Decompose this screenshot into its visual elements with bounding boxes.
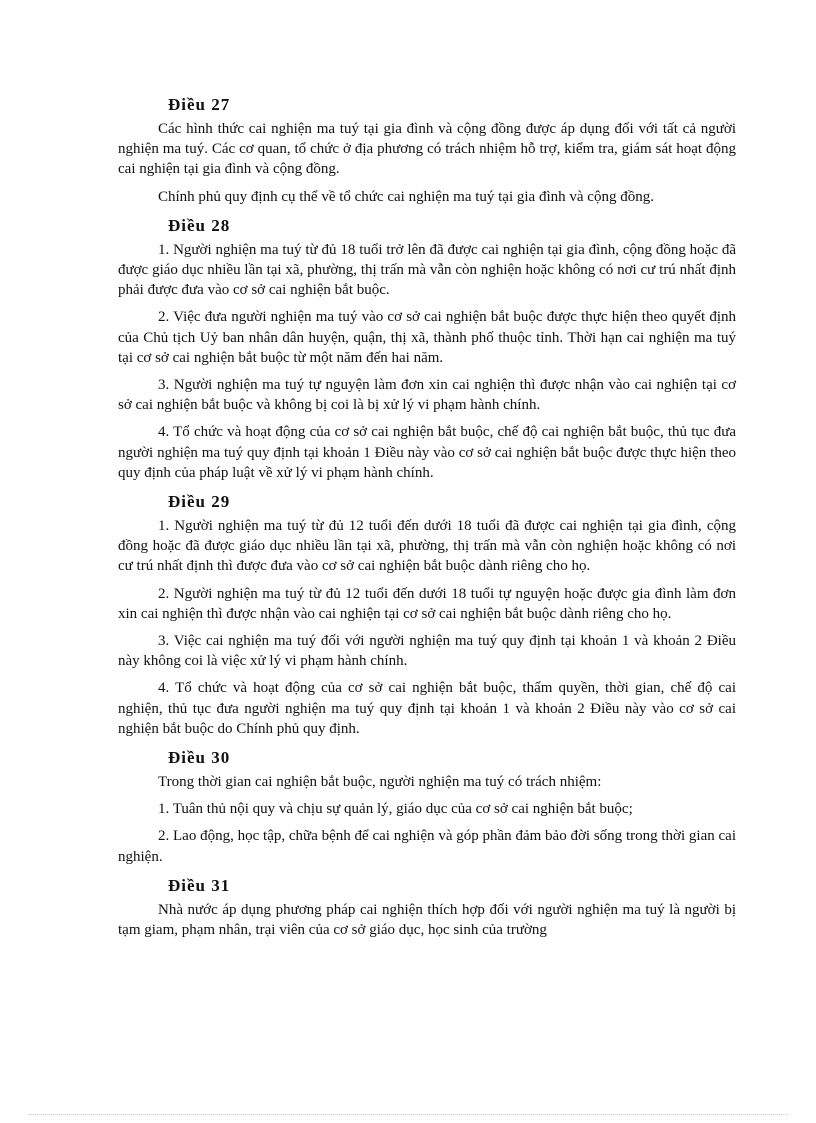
article-paragraph: 4. Tổ chức và hoạt động của cơ sở cai nghiện bắt buộc, chế độ cai nghiện bắt buộc, thủ tục đưa người nghiện ma tuý quy định tại khoản 1 Điều này vào cơ sở cai nghiện bắt buộc được thực hiện theo quy định của pháp luật về xử lý vi phạm hành chính. (118, 424, 736, 481)
article-paragraph: Chính phủ quy định cụ thể về tổ chức cai nghiện ma tuý tại gia đình và cộng đồng. (158, 188, 654, 205)
article-27 (118, 94, 736, 207)
article-paragraph: 1. Người nghiện ma tuý từ đủ 18 tuổi trở lên đã được cai nghiện tại gia đình, cộng đồng hoặc đã được giáo dục nhiều lần tại xã, phường, thị trấn mà vẫn còn nghiện hoặc không có nơi cư trú nhất định phải được đưa vào cơ sở cai nghiện bắt buộc. (118, 241, 736, 299)
article-31 (118, 875, 736, 940)
article-28 (118, 215, 736, 483)
article-heading: Điều 27 (168, 95, 231, 114)
article-30 (118, 747, 736, 867)
article-paragraph: 3. Việc cai nghiện ma tuý đối với người nghiện ma tuý quy định tại khoản 1 và khoản 2 Điều này không coi là việc xử lý vi phạm hành chính. (118, 633, 736, 670)
article-heading: Điều 28 (168, 215, 231, 235)
article-paragraph: 1. Tuân thủ nội quy và chịu sự quản lý, giáo dục của cơ sở cai nghiện bắt buộc; (158, 801, 633, 818)
article-paragraph: 2. Lao động, học tập, chữa bệnh để cai nghiện và góp phần đảm bảo đời sống trong thời gian cai nghiện. (118, 828, 736, 865)
article-paragraph: 4. Tổ chức và hoạt động của cơ sở cai nghiện bắt buộc, thẩm quyền, thời gian, chế độ cai nghiện, thủ tục đưa người nghiện ma tuý quy định tại khoản 1 và khoản 2 Điều này vào cơ sở cai nghiện bắt buộc do Chính phủ quy định. (118, 680, 736, 737)
article-heading: Điều 30 (168, 748, 231, 768)
article-heading: Điều 31 (168, 875, 231, 895)
article-heading: Điều 29 (168, 492, 231, 512)
page-bottom-divider (28, 1114, 788, 1115)
article-paragraph: 3. Người nghiện ma tuý tự nguyện làm đơn xin cai nghiện thì được nhận vào cai nghiện tại cơ sở cai nghiện bắt buộc và không bị coi là bị xử lý vi phạm hành chính. (118, 377, 736, 414)
article-paragraph: 2. Việc đưa người nghiện ma tuý vào cơ sở cai nghiện bắt buộc được thực hiện theo quyết định của Chủ tịch Uỷ ban nhân dân huyện, quận, thị xã, thành phố thuộc tỉnh. Thời hạn cai nghiện ma tuý tại cơ sở cai nghiện bắt buộc từ một năm đến hai năm. (118, 309, 736, 366)
document-page (118, 94, 736, 940)
article-29 (118, 491, 736, 739)
article-paragraph: Các hình thức cai nghiện ma tuý tại gia đình và cộng đồng được áp dụng đối với tất cả người nghiện ma tuý. Các cơ quan, tổ chức ở địa phương có trách nhiệm hỗ trợ, kiểm tra, giám sát hoạt động cai nghiện tại gia đình và cộng đồng. (118, 121, 736, 178)
article-paragraph: 1. Người nghiện ma tuý từ đủ 12 tuổi đến dưới 18 tuổi đã được cai nghiện tại gia đình, cộng đồng hoặc đã được giáo dục nhiều lần tại xã, phường, thị trấn mà vẫn còn nghiện hoặc không có nơi cư trú nhất định thì được đưa vào cơ sở cai nghiện bắt buộc dành riêng cho họ. (118, 518, 736, 575)
article-paragraph: 2. Người nghiện ma tuý từ đủ 12 tuổi đến dưới 18 tuổi tự nguyện hoặc được gia đình làm đơn xin cai nghiện thì được nhận vào cai nghiện tại cơ sở cai nghiện bắt buộc dành riêng cho họ. (118, 585, 736, 622)
article-paragraph: Trong thời gian cai nghiện bắt buộc, người nghiện ma tuý có trách nhiệm: (158, 774, 602, 791)
article-paragraph: Nhà nước áp dụng phương pháp cai nghiện thích hợp đối với người nghiện ma tuý là người bị tạm giam, phạm nhân, trại viên của cơ sở giáo dục, học sinh của trường (118, 901, 736, 939)
